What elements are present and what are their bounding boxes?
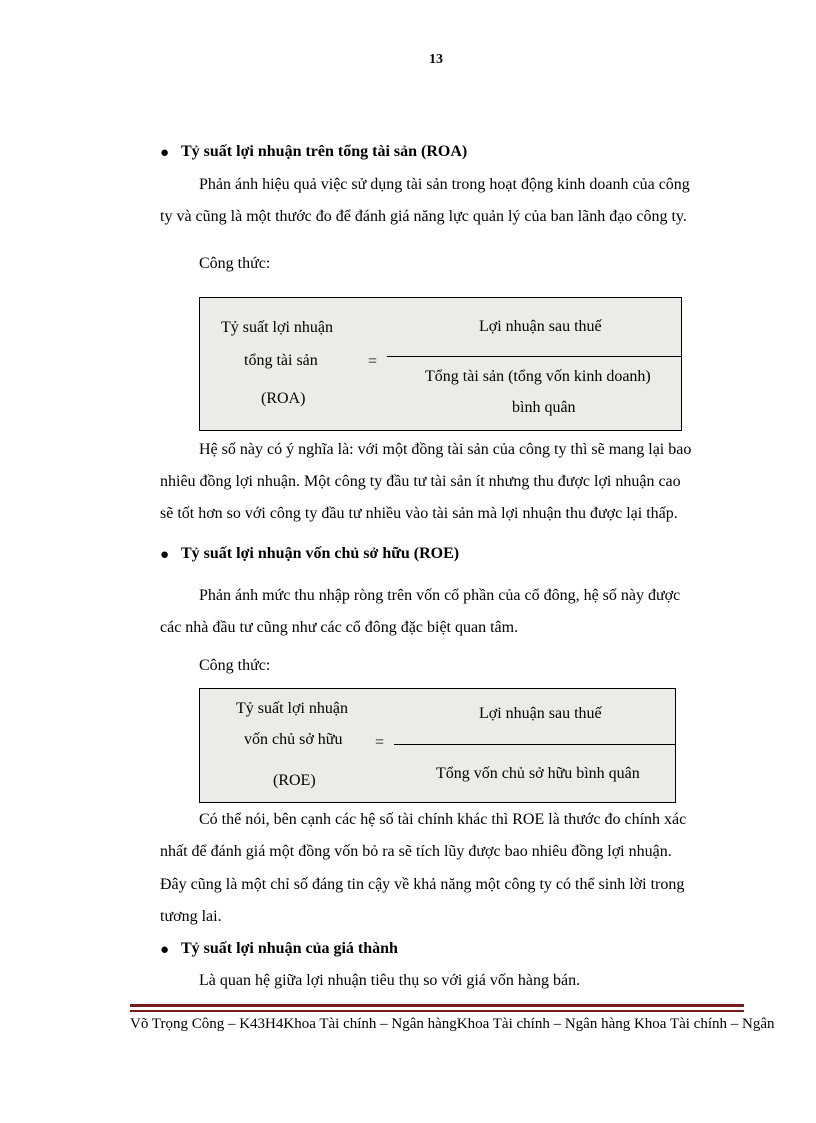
formula-left-line: Tỷ suất lợi nhuận [221,319,333,336]
formula-label: Công thức: [199,657,271,674]
paragraph-line: các nhà đầu tư cũng như các cổ đông đặc biệt quan tâm. [160,619,519,636]
fraction-line [387,356,681,357]
paragraph-line: nhiêu đồng lợi nhuận. Một công ty đầu tư tài sản ít nhưng thu được lợi nhuận cao [160,473,681,490]
formula-numerator: Lợi nhuận sau thuế [479,318,602,335]
formula-denominator-line: Tổng tài sản (tổng vốn kinh doanh) [425,368,651,385]
footer-text: Võ Trọng Công – K43H4Khoa Tài chính – Ngân hàngKhoa Tài chính – Ngân hàng Khoa Tài chính – Ngân [130,1016,775,1032]
equals-sign: = [368,353,378,370]
formula-denominator: Tổng vốn chủ sở hữu bình quân [436,765,640,782]
formula-box-roa [199,297,682,431]
bullet-icon: ● [160,547,170,563]
formula-denominator-line: bình quân [512,399,576,416]
footer-rule [130,1004,744,1007]
paragraph-line: Có thể nói, bên cạnh các hệ số tài chính khác thì ROE là thước đo chính xác [199,811,687,828]
paragraph-line: ty và cũng là một thước đo để đánh giá năng lực quản lý của ban lãnh đạo công ty. [160,208,687,225]
fraction-line [394,744,675,745]
section-heading-cost: Tỷ suất lợi nhuận của giá thành [181,940,398,957]
bullet-icon: ● [160,942,170,958]
bullet-icon: ● [160,145,170,161]
paragraph-line: tương lai. [160,908,222,925]
page-number: 13 [429,52,443,67]
paragraph-line: Hệ số này có ý nghĩa là: với một đồng tài sản của công ty thì sẽ mang lại bao [199,441,692,458]
paragraph-line: Là quan hệ giữa lợi nhuận tiêu thụ so với giá vốn hàng bán. [199,972,581,989]
formula-left-line: vốn chủ sở hữu [244,731,343,748]
section-heading-roa: Tỷ suất lợi nhuận trên tổng tài sản (ROA) [181,143,468,160]
formula-label: Công thức: [199,255,271,272]
formula-left-line: (ROE) [273,772,316,789]
formula-left-line: (ROA) [261,390,306,407]
formula-left-line: tổng tài sản [244,352,318,369]
paragraph-line: Phản ánh mức thu nhập ròng trên vốn cổ phần của cổ đông, hệ số này được [199,587,681,604]
formula-left-line: Tỷ suất lợi nhuận [236,700,348,717]
section-heading-roe: Tỷ suất lợi nhuận vốn chủ sở hữu (ROE) [181,545,460,562]
formula-box-roe [199,688,676,803]
paragraph-line: sẽ tốt hơn so với công ty đầu tư nhiều vào tài sản mà lợi nhuận thu được lại thấp. [160,505,678,522]
paragraph-line: Phản ánh hiệu quả việc sử dụng tài sản trong hoạt động kinh doanh của công [199,176,690,193]
equals-sign: = [375,734,385,751]
footer-rule [130,1010,744,1012]
formula-numerator: Lợi nhuận sau thuế [479,705,602,722]
paragraph-line: nhất để đánh giá một đồng vốn bỏ ra sẽ tích lũy được bao nhiêu đồng lợi nhuận. [160,843,672,860]
paragraph-line: Đây cũng là một chỉ số đáng tin cậy về khả năng một công ty có thể sinh lời trong [160,876,685,893]
